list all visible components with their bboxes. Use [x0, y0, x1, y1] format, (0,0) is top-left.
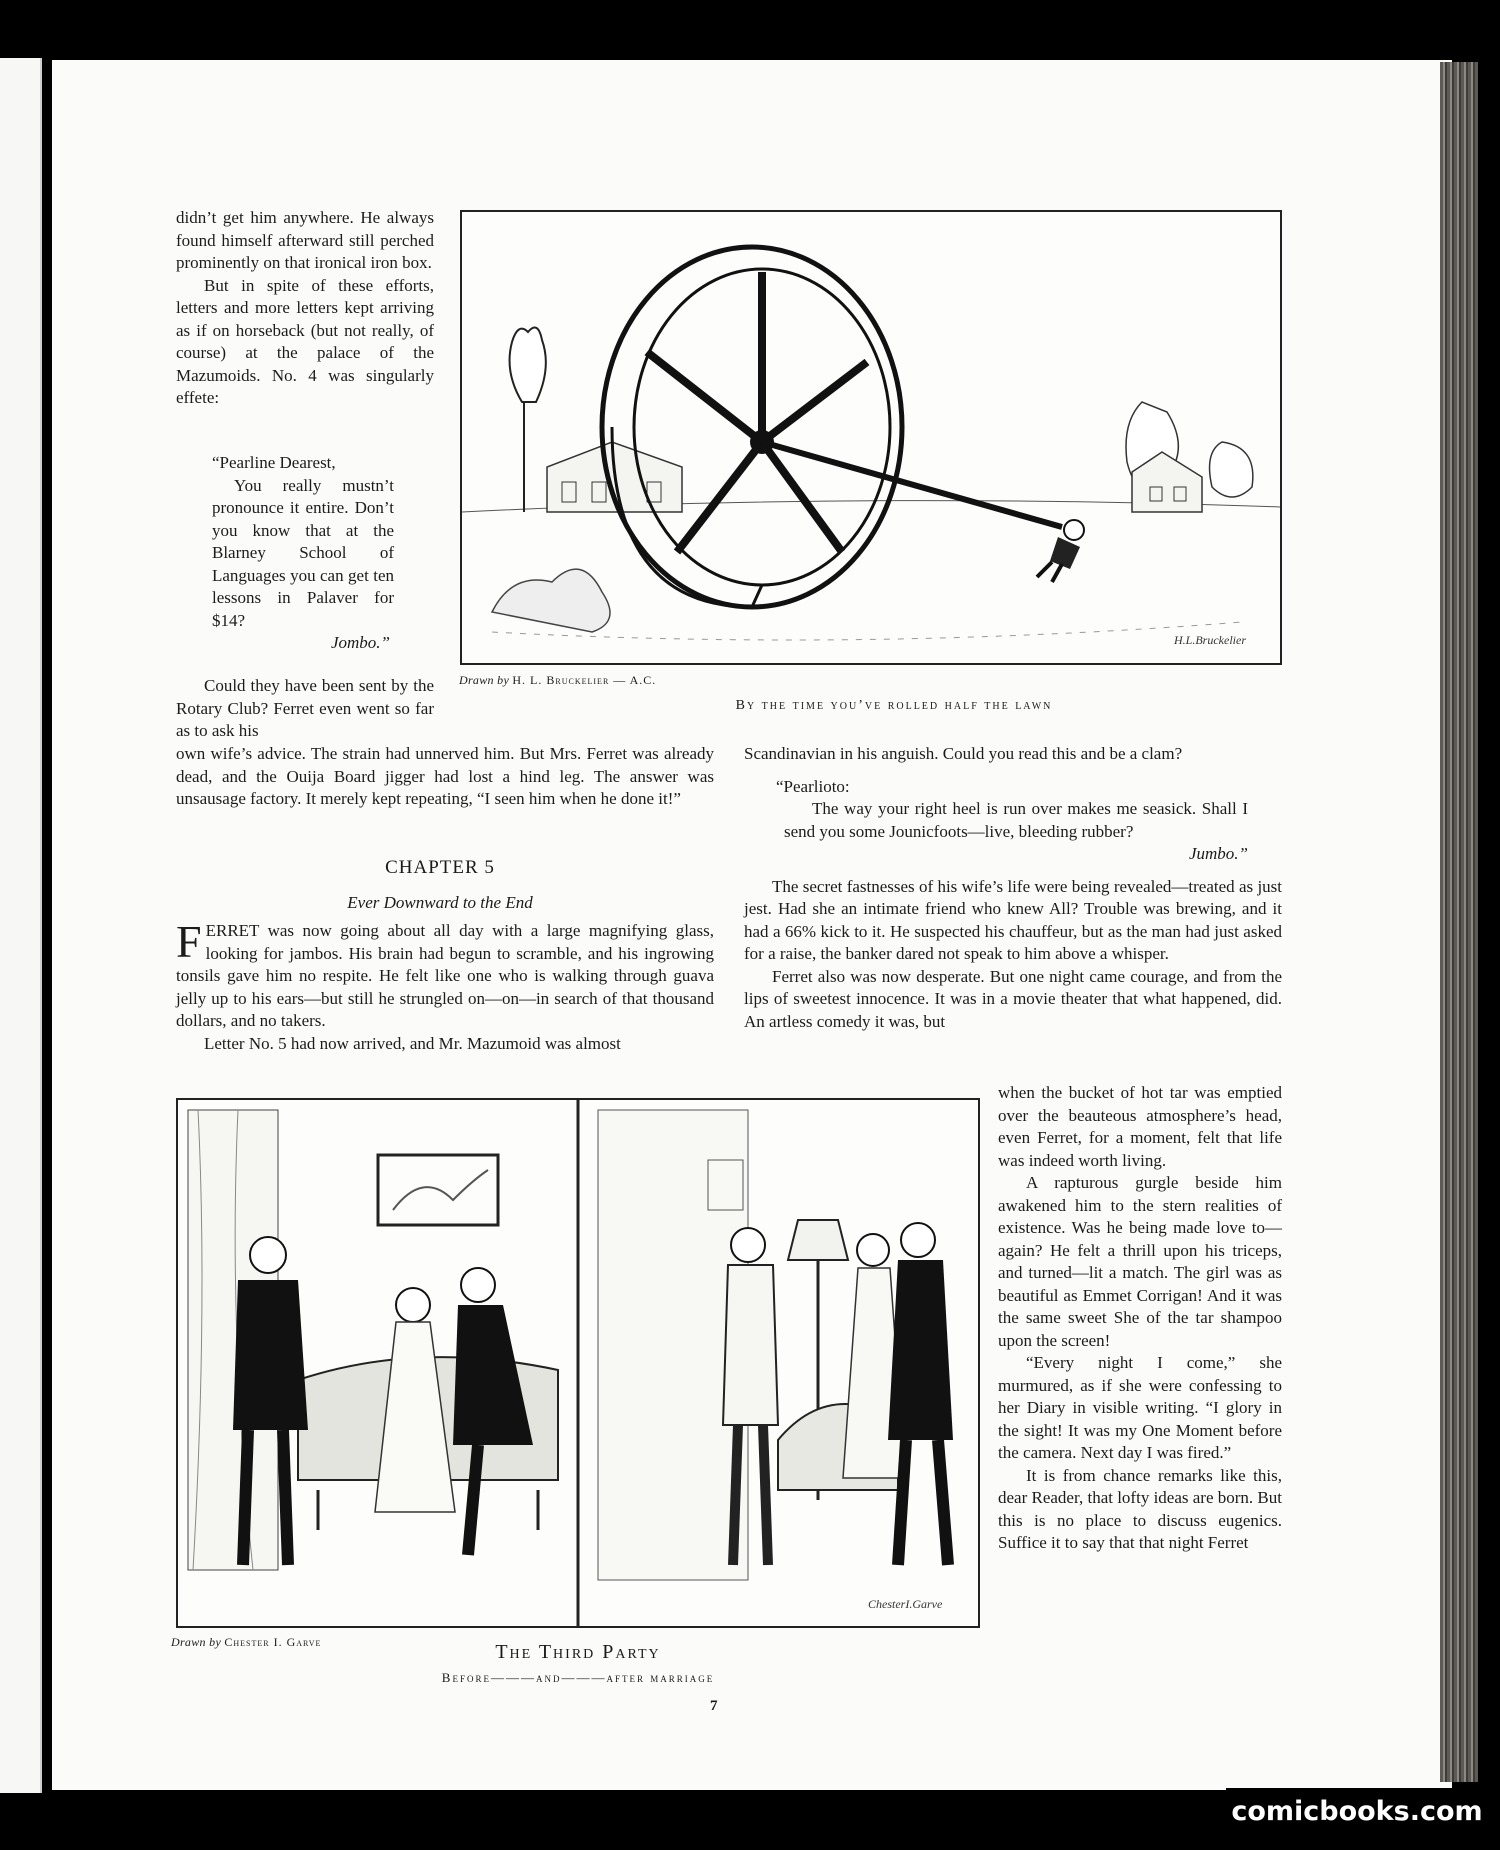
right-column — [744, 743, 1282, 1033]
paragraph: A rapturous gurgle beside him awakened him to the stern realities of existence. Was he being made love to—again? He felt a thrill upon his triceps, and turned—lit a match. The girl was as beautiful as Emmet Corrigan! And it was the same sweet She of the tar shampoo upon the screen! — [998, 1173, 1282, 1350]
paragraph: didn’t get him anywhere. He always found himself afterward still perched prominently on that ironical iron box. — [176, 208, 434, 272]
chapter-heading: CHAPTER 5 — [385, 857, 495, 878]
illustration-credit: Drawn by H. L. Bruckelier — A.C. — [459, 673, 657, 687]
left-continue-paragraph: own wife’s advice. The strain had unnerved him. But Mrs. Ferret was already dead, and the Ouija Board jigger had lost a hind leg. The answer was unsausage factory. It merely kept repeating, “I seen him when he done it!” — [176, 744, 714, 808]
letter-salutation: “Pearlioto: — [776, 776, 850, 796]
paragraph: Letter No. 5 had now arrived, and Mr. Mazumoid was almost — [204, 1033, 621, 1053]
paragraph: Scandinavian in his anguish. Could you read this and be a clam? — [744, 744, 1183, 763]
paragraph: But in spite of these efforts, letters and more letters kept arriving as if on horseback (but not really, of course) at the palace of the Mazumoids. No. 4 was singularly effete: — [176, 275, 434, 407]
artist-signature: ChesterI.Garve — [868, 1597, 943, 1611]
third-party-illustration — [176, 1098, 980, 1628]
paragraph: “Every night I come,” she murmured, as if she were confessing to her Diary in visible writing. “I glory in the sight! It was my One Moment before the camera. Next day I was fired.” — [998, 1353, 1282, 1462]
narrow-column — [998, 1082, 1282, 1555]
paragraph: Ferret also was now desperate. But one night came courage, and from the lips of sweetest innocence. It was in a movie theater that what happened, did. An artless comedy it was, but — [744, 966, 1282, 1031]
letter-salutation: “Pearline Dearest, — [212, 453, 336, 472]
illustration-credit: Drawn by Chester I. Garve — [171, 1635, 322, 1649]
chapter-body: FERRET was now going about all day with a large magnifying glass, looking for jambos. His brain had begun to scramble, and his ingrowing tonsils gave him no respite. He felt like one who is walking through guava jelly up to his ears—but still he strungled on—on—in search of that thousand dollars, and no takers. Letter No. 5 had now arrived, and Mr. Mazumoid was almost — [176, 920, 714, 1055]
letter-5 — [744, 766, 1282, 876]
drop-cap: F — [176, 916, 202, 967]
paragraph: The secret fastnesses of his wife’s life were being revealed—treated as just jest. Had she an intimate friend who knew All? Trouble was brewing, and it had a 66% kick to it. He suspected his chauffeur, but as the man had just asked for a raise, the banker dared not speak to him above a whisper. — [744, 876, 1282, 963]
left-page-edge — [0, 58, 42, 1793]
site-watermark: comicbooks.com — [1226, 1788, 1488, 1836]
paragraph: when the bucket of hot tar was emptied over the beauteous atmosphere’s head, even Ferret, for a moment, felt that life was indeed worth living. — [998, 1083, 1282, 1170]
page-number: 7 — [710, 1698, 718, 1714]
chapter-subtitle: Ever Downward to the End — [347, 893, 533, 912]
rotary-paragraph: Could they have been sent by the Rotary Club? Ferret even went so far as to ask his — [176, 676, 434, 740]
paragraph: It is from chance remarks like this, dear Reader, that lofty ideas are born. But this is no place to discuss eugenics. Suffice it to say that that night Ferret — [998, 1465, 1282, 1552]
wheel-illustration — [460, 210, 1282, 665]
illustration-title: The Third Party — [495, 1641, 661, 1663]
illustration-subtitle: Before———and———after marriage — [441, 1670, 715, 1685]
illustration-caption: By the time you’ve rolled half the lawn — [735, 698, 1053, 713]
letter-signature: Jumbo.” — [1188, 844, 1248, 863]
page-stack-edge — [1440, 62, 1478, 1782]
letter-4 — [212, 452, 394, 655]
letter-body: You really mustn’t pronounce it entire. Don’t you know that at the Blarney School of Languages you can get ten lessons in Palaver for $14? — [212, 475, 394, 630]
letter-signature: Jombo.” — [330, 633, 390, 652]
letter-body: The way your right heel is run over makes me seasick. Shall I send you some Jounicfoots—live, bleeding rubber? — [784, 799, 1248, 841]
artist-signature: H.L.Bruckelier — [1174, 633, 1246, 647]
top-left-column — [176, 207, 434, 410]
